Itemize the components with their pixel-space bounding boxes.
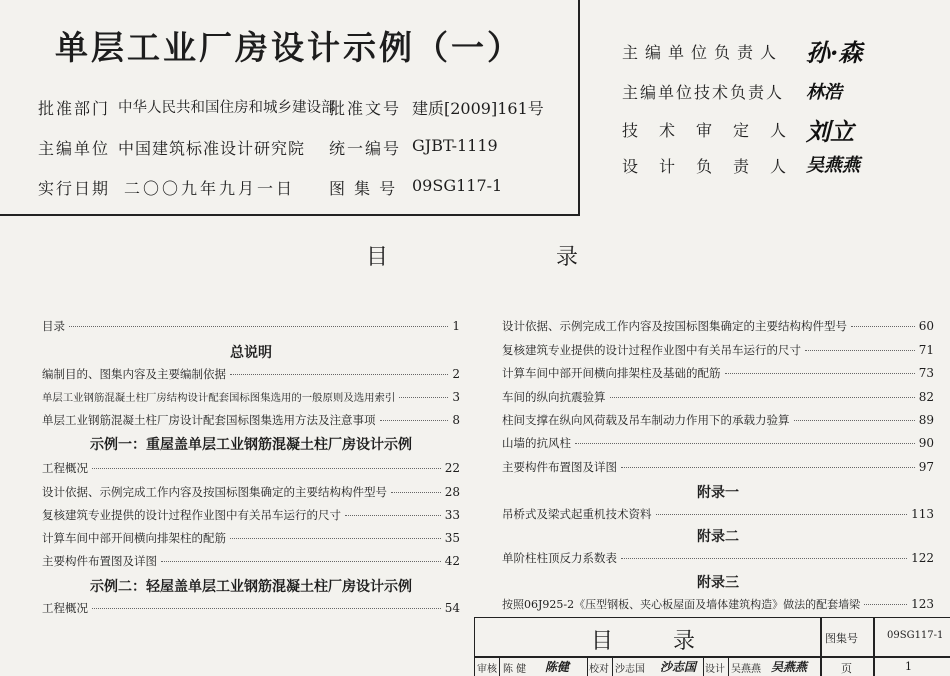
leader-dots [230, 374, 448, 375]
toc-entry[interactable] [42, 366, 460, 382]
section-title: 总说明 [230, 345, 272, 361]
toc-entry-page: 3 [452, 390, 460, 404]
toc-entry-title: 车间的纵向抗震验算 [502, 390, 606, 404]
toc-entry-title: 设计依据、示例完成工作内容及按国标图集确定的主要结构构件型号 [502, 319, 847, 333]
toc-heading-right: 录 [556, 245, 579, 270]
review-label: 审核 [477, 664, 497, 675]
title-block-divider [873, 618, 875, 676]
toc-entry-title: 工程概况 [42, 461, 88, 475]
signature-1: 孙·森 [806, 38, 863, 67]
designer-name: 吴燕燕 [731, 664, 761, 675]
toc-entry[interactable] [502, 342, 934, 358]
toc-entry-page: 71 [918, 343, 934, 357]
designer-signature: 吴燕燕 [771, 660, 808, 674]
toc-entry-page: 33 [444, 508, 460, 522]
reviewer-signature: 陈健 [545, 660, 570, 674]
toc-entry[interactable] [42, 412, 460, 428]
effective-label: 实行日期 [38, 179, 111, 198]
page-number: 1 [905, 660, 912, 673]
title-block-divider [612, 656, 613, 676]
design-label: 设计 [705, 664, 725, 675]
appendix-title: 附录二 [697, 529, 739, 545]
title-block-divider [703, 656, 704, 676]
unified-no-label: 统一编号 [329, 139, 402, 158]
atlas-no-label: 图 集 号 [329, 179, 398, 198]
toc-entry[interactable] [502, 550, 934, 566]
toc-entry-page: 1 [452, 319, 460, 333]
toc-entry-page: 97 [918, 460, 934, 474]
signature-3: 刘立 [806, 117, 854, 146]
reviewer-name: 陈 健 [503, 664, 527, 675]
toc-entry-title: 单阶柱柱顶反力系数表 [502, 551, 617, 565]
toc-entry-title: 柱间支撑在纵向风荷载及吊车制动力作用下的承载力验算 [502, 413, 790, 427]
toc-entry[interactable] [42, 484, 460, 500]
section-title: 示例二：轻屋盖单层工业钢筋混凝土柱厂房设计示例 [90, 579, 412, 595]
toc-entry-title: 吊桥式及梁式起重机技术资料 [502, 507, 652, 521]
title-block-divider [499, 656, 500, 676]
appendix-title: 附录一 [697, 485, 739, 501]
toc-entry[interactable] [502, 506, 934, 522]
toc-entry-title: 工程概况 [42, 601, 88, 615]
toc-entry-title: 设计依据、示例完成工作内容及按国标图集确定的主要结构构件型号 [42, 485, 387, 499]
toc-entry[interactable] [42, 600, 460, 616]
toc-entry[interactable] [502, 389, 934, 405]
responsible-role-3: 技术审定人 [622, 121, 808, 140]
toc-entry[interactable] [42, 389, 460, 404]
toc-entry-page: 54 [444, 601, 460, 615]
section-title: 示例一：重屋盖单层工业钢筋混凝土柱厂房设计示例 [90, 437, 412, 453]
toc-entry-page: 73 [918, 366, 934, 380]
toc-entry-page: 82 [918, 390, 934, 404]
check-label: 校对 [589, 664, 609, 675]
toc-entry-title: 编制目的、图集内容及主要编制依据 [42, 367, 226, 381]
toc-entry-page: 22 [444, 461, 460, 475]
toc-entry-title: 单层工业钢筋混凝土柱厂房结构设计配套国标图集选用的一般原则及选用索引 [42, 392, 396, 404]
toc-entry-title: 复核建筑专业提供的设计过程作业图中有关吊车运行的尺寸 [502, 343, 801, 357]
toc-entry-page: 60 [918, 319, 934, 333]
toc-entry-page: 2 [452, 367, 460, 381]
leader-dots [851, 326, 915, 327]
unified-no: GJBT-1119 [412, 136, 498, 155]
approval-dept: 中华人民共和国住房和城乡建设部 [118, 100, 336, 116]
page-label: 页 [841, 662, 852, 675]
leader-dots [725, 373, 915, 374]
leader-dots [621, 467, 915, 468]
toc-entry-title: 复核建筑专业提供的设计过程作业图中有关吊车运行的尺寸 [42, 508, 341, 522]
checker-signature: 沙志国 [660, 660, 697, 674]
toc-entry-page: 35 [444, 531, 460, 545]
approval-no-label: 批准文号 [329, 99, 402, 118]
responsible-role-1: 主编单位负责人 [622, 43, 784, 62]
approval-no: 建质[2009]161号 [412, 99, 544, 118]
toc-entry-page: 89 [918, 413, 934, 427]
signature-2: 林浩 [806, 82, 842, 103]
title-block-title-left: 目 [591, 629, 614, 654]
toc-entry-title: 计算车间中部开间横向排架柱及基础的配筋 [502, 366, 721, 380]
atlas-title: 单层工业厂房设计示例（一） [55, 28, 523, 67]
leader-dots [69, 326, 448, 327]
atlas-number: 09SG117-1 [887, 630, 944, 641]
toc-entry-page: 113 [911, 507, 934, 521]
toc-entry-page: 8 [452, 413, 460, 427]
signature-4: 吴燕燕 [806, 155, 860, 176]
title-block-title-right: 录 [673, 629, 696, 654]
leader-dots [805, 350, 915, 351]
chief-unit: 中国建筑标准设计研究院 [118, 139, 306, 158]
toc-entry[interactable] [502, 596, 934, 612]
toc-entry-title: 目录 [42, 319, 65, 333]
leader-dots [161, 561, 441, 562]
appendix-title: 附录三 [697, 575, 739, 591]
toc-entry-title: 主要构件布置图及详图 [42, 554, 157, 568]
toc-entry-title: 单层工业钢筋混凝土柱厂房设计配套国标图集选用方法及注意事项 [42, 413, 376, 427]
effective-date: 二〇〇九年九月一日 [124, 179, 296, 198]
toc-entry[interactable] [42, 318, 460, 334]
title-block-divider [728, 656, 729, 676]
leader-dots [610, 397, 915, 398]
responsible-role-4: 设计负责人 [622, 157, 808, 176]
leader-dots [230, 538, 441, 539]
toc-entry[interactable] [502, 318, 934, 334]
leader-dots [380, 420, 449, 421]
leader-dots [399, 397, 448, 398]
leader-dots [621, 558, 907, 559]
toc-entry-page: 28 [444, 485, 460, 499]
toc-entry[interactable] [42, 530, 460, 546]
toc-entry[interactable] [42, 460, 460, 476]
title-block-divider [820, 618, 822, 676]
toc-entry[interactable] [502, 435, 934, 451]
leader-dots [345, 515, 441, 516]
leader-dots [794, 420, 915, 421]
toc-entry[interactable] [502, 459, 934, 475]
leader-dots [92, 468, 441, 469]
toc-entry-page: 122 [911, 551, 934, 565]
atlas-no: 09SG117-1 [412, 176, 503, 195]
title-block-divider [587, 656, 588, 676]
toc-entry-title: 按照06J925-2《压型钢板、夹心板屋面及墙体建筑构造》做法的配套墙梁 [502, 598, 861, 611]
toc-entry-page: 90 [918, 436, 934, 450]
title-block [474, 617, 950, 676]
toc-entry[interactable] [42, 507, 460, 523]
toc-entry[interactable] [502, 365, 934, 381]
leader-dots [656, 514, 908, 515]
leader-dots [575, 443, 915, 444]
leader-dots [864, 604, 907, 605]
chief-unit-label: 主编单位 [38, 139, 111, 158]
toc-entry-title: 计算车间中部开间横向排架柱的配筋 [42, 531, 226, 545]
responsible-role-2: 主编单位技术负责人 [622, 83, 785, 102]
toc-entry-page: 123 [911, 597, 934, 611]
toc-entry-title: 主要构件布置图及详图 [502, 460, 617, 474]
toc-entry[interactable] [502, 412, 934, 428]
approval-dept-label: 批准部门 [38, 99, 111, 118]
toc-entry-title: 山墙的抗风柱 [502, 436, 571, 450]
toc-heading-left: 目 [366, 245, 389, 270]
toc-entry-page: 42 [444, 554, 460, 568]
checker-name: 沙志国 [615, 664, 645, 675]
atlas-label: 图集号 [825, 632, 858, 645]
leader-dots [92, 608, 441, 609]
toc-entry[interactable] [42, 553, 460, 569]
leader-dots [391, 492, 441, 493]
